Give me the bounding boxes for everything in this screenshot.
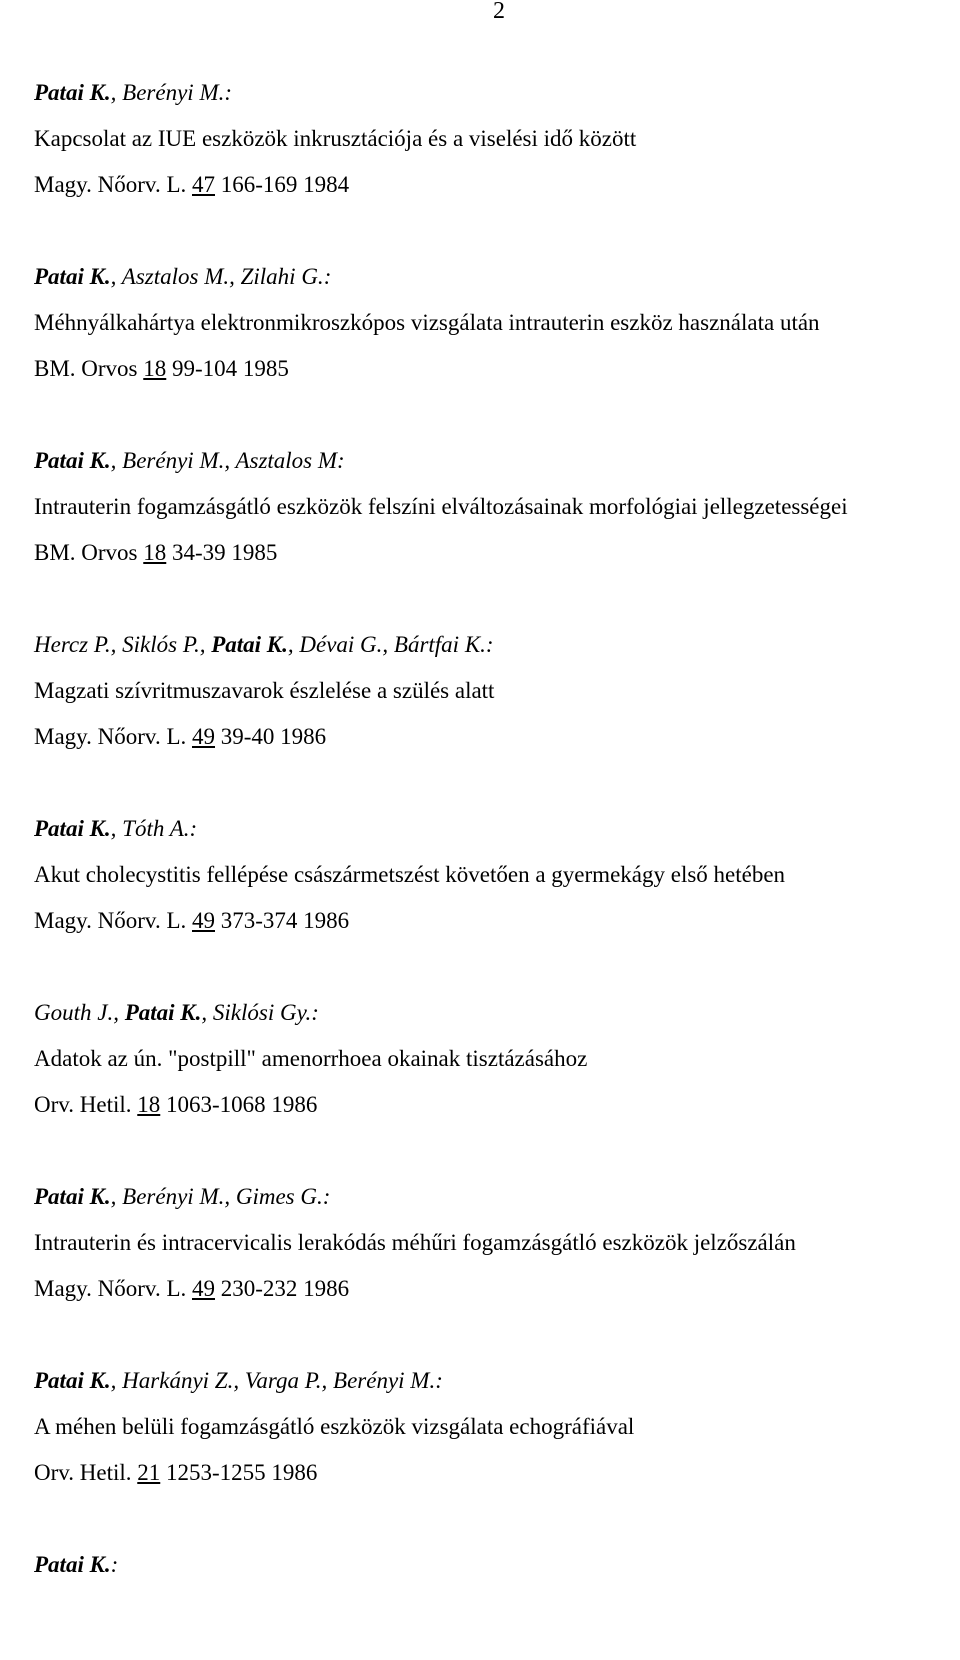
author-name: Varga P. <box>244 1368 322 1393</box>
entry-citation <box>34 162 940 208</box>
reference-entry <box>34 438 940 576</box>
author-name: Patai K. <box>34 1184 111 1209</box>
author-name: Tóth A. <box>122 816 190 841</box>
pages-year: 99-104 1985 <box>172 356 289 381</box>
author-separator: , <box>224 1184 236 1209</box>
reference-entry <box>34 990 940 1128</box>
author-separator: , <box>110 80 123 105</box>
author-name: Patai K. <box>34 448 111 473</box>
author-separator: , <box>110 264 122 289</box>
author-name: Patai K. <box>211 632 288 657</box>
reference-entry <box>34 70 940 208</box>
author-name: Patai K. <box>34 816 111 841</box>
author-name: Patai K. <box>124 1000 202 1025</box>
author-name: Asztalos M. <box>121 264 230 289</box>
journal-volume: 18 <box>143 540 167 565</box>
journal-name: Magy. Nőorv. L. <box>34 908 187 933</box>
author-separator: , <box>110 1368 123 1393</box>
entry-authors <box>34 1358 940 1404</box>
entry-authors <box>34 438 940 484</box>
entry-citation <box>34 346 940 392</box>
author-name: Gimes G. <box>235 1184 323 1209</box>
journal-name: Orv. Hetil. <box>34 1092 132 1117</box>
author-separator: , <box>199 632 212 657</box>
author-name: Bártfai K. <box>393 632 486 657</box>
author-separator: : <box>485 632 494 657</box>
pages-year: 39-40 1986 <box>220 724 327 749</box>
author-name: Zilahi G. <box>240 264 324 289</box>
author-separator: , <box>113 1000 125 1025</box>
author-name: Berényi M. <box>333 1368 436 1393</box>
author-name: Harkányi Z. <box>122 1368 234 1393</box>
journal-volume: 49 <box>192 908 215 933</box>
entry-title: Méhnyálkahártya elektronmikroszkópos vizsgálata intrauterin eszköz használata után <box>34 310 820 335</box>
entry-authors <box>34 622 940 668</box>
reference-entry <box>34 254 940 392</box>
author-separator: : <box>337 448 345 473</box>
author-separator: : <box>189 816 198 841</box>
author-name: Berényi M. <box>122 448 225 473</box>
author-name: Patai K. <box>34 264 111 289</box>
journal-name: Magy. Nőorv. L. <box>34 172 187 197</box>
author-separator: : <box>322 1184 331 1209</box>
journal-volume: 49 <box>192 1276 215 1301</box>
pages-year: 373-374 1986 <box>220 908 350 933</box>
pages-year: 34-39 1985 <box>172 540 278 565</box>
journal-name: Orv. Hetil. <box>34 1460 132 1485</box>
author-name: Gouth J. <box>34 1000 114 1025</box>
journal-volume: 47 <box>192 172 215 197</box>
reference-entry <box>34 622 940 760</box>
author-name: Hercz P. <box>34 632 111 657</box>
author-separator: , <box>229 264 241 289</box>
entry-title: Akut cholecystitis fellépése császármetszést követően a gyermekágy első hetében <box>34 862 786 887</box>
journal-name: BM. Orvos <box>34 540 138 565</box>
entry-authors <box>34 1174 940 1220</box>
entry-authors <box>34 1542 940 1588</box>
journal-volume: 49 <box>192 724 215 749</box>
author-name: Berényi M. <box>122 1184 225 1209</box>
entry-citation <box>34 530 940 576</box>
author-name: Patai K. <box>34 80 111 105</box>
entry-title: A méhen belüli fogamzásgátló eszközök vizsgálata echográfiával <box>34 1414 635 1439</box>
journal-volume: 18 <box>143 356 167 381</box>
entry-citation <box>34 1450 940 1496</box>
reference-list <box>34 70 940 1634</box>
entry-title: Magzati szívritmuszavarok észlelése a szülés alatt <box>34 678 495 703</box>
author-name: Siklósi Gy. <box>212 1000 312 1025</box>
journal-name: BM. Orvos <box>34 356 138 381</box>
author-name: Patai K. <box>34 1552 111 1577</box>
author-name: Berényi M. <box>122 80 225 105</box>
reference-entry <box>34 806 940 944</box>
entry-title: Intrauterin fogamzásgátló eszközök felszíni elváltozásainak morfológiai jellegzetességei <box>34 494 848 519</box>
author-separator: , <box>110 816 123 841</box>
author-separator: : <box>110 1552 119 1577</box>
reference-entry <box>34 1542 940 1588</box>
author-separator: : <box>435 1368 443 1393</box>
pages-year: 230-232 1986 <box>220 1276 350 1301</box>
entry-authors <box>34 70 940 116</box>
entry-authors <box>34 806 940 852</box>
author-separator: , <box>110 632 123 657</box>
author-separator: , <box>110 1184 123 1209</box>
author-separator: , <box>321 1368 334 1393</box>
author-separator: : <box>224 80 233 105</box>
author-name: Asztalos M <box>235 448 338 473</box>
pages-year: 1063-1068 1986 <box>166 1092 318 1117</box>
author-separator: , <box>224 448 236 473</box>
pages-year: 166-169 1984 <box>220 172 350 197</box>
reference-entry <box>34 1174 940 1312</box>
entry-title: Adatok az ún. "postpill" amenorrhoea okainak tisztázásához <box>34 1046 588 1071</box>
author-separator: , <box>287 632 300 657</box>
author-separator: : <box>311 1000 319 1025</box>
entry-title: Intrauterin és intracervicalis lerakódás méhűri fogamzásgátló eszközök jelzőszálán <box>34 1230 796 1255</box>
page-number: 2 <box>493 0 505 24</box>
entry-citation <box>34 714 940 760</box>
author-separator: , <box>201 1000 213 1025</box>
entry-citation <box>34 1266 940 1312</box>
pages-year: 1253-1255 1986 <box>166 1460 318 1485</box>
journal-name: Magy. Nőorv. L. <box>34 1276 187 1301</box>
reference-entry <box>34 1358 940 1496</box>
author-name: Siklós P. <box>122 632 200 657</box>
author-separator: , <box>233 1368 245 1393</box>
entry-title: Kapcsolat az IUE eszközök inkrusztációja és a viselési idő között <box>34 126 637 151</box>
journal-volume: 18 <box>137 1092 161 1117</box>
journal-name: Magy. Nőorv. L. <box>34 724 187 749</box>
author-separator: , <box>382 632 394 657</box>
entry-citation <box>34 1082 940 1128</box>
author-name: Dévai G. <box>299 632 383 657</box>
journal-volume: 21 <box>137 1460 161 1485</box>
author-separator: : <box>323 264 332 289</box>
entry-authors <box>34 990 940 1036</box>
author-separator: , <box>110 448 123 473</box>
entry-citation <box>34 898 940 944</box>
entry-authors <box>34 254 940 300</box>
author-name: Patai K. <box>34 1368 111 1393</box>
